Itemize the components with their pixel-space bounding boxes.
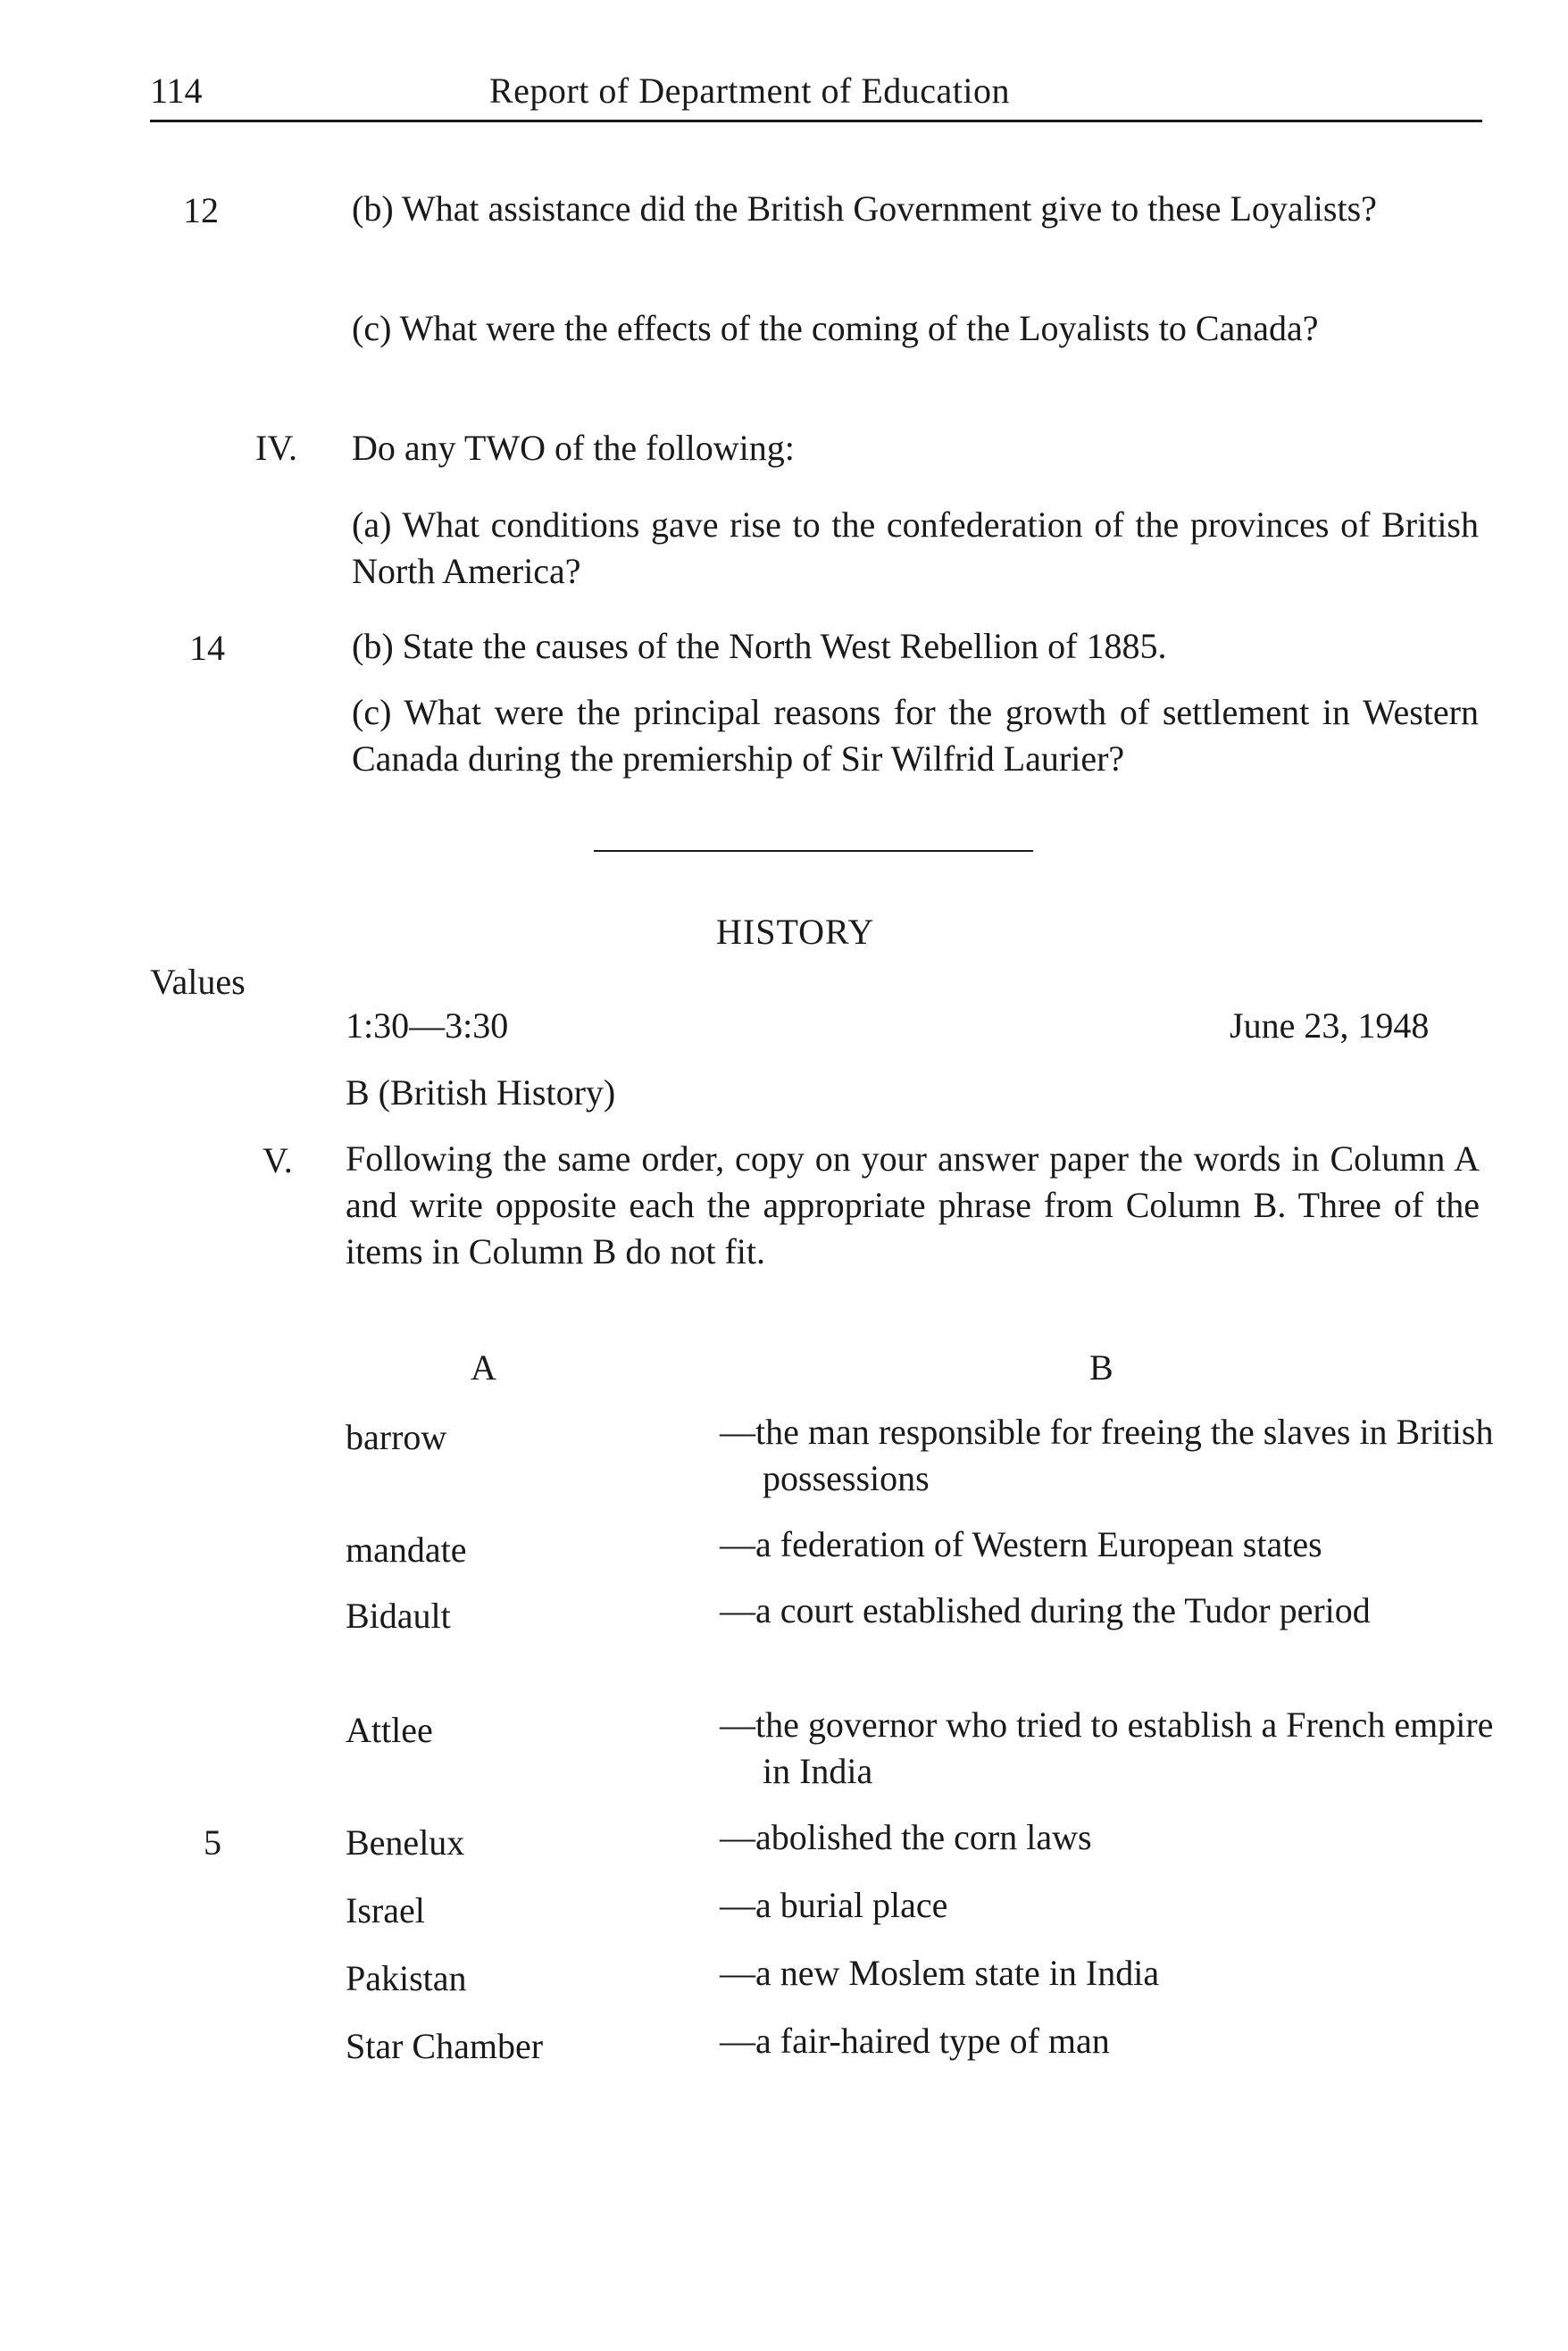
values-label: Values	[150, 962, 246, 1002]
section-divider	[594, 850, 1033, 852]
column-b-item: —a burial place	[720, 1885, 948, 1925]
exam-date: June 23, 1948	[1230, 1005, 1430, 1046]
column-a-item: Star Chamber	[346, 2026, 544, 2066]
exam-subtitle: B (British History)	[346, 1072, 616, 1113]
question-4a: (a) What conditions gave rise to the confederation of the provinces of British North America?	[352, 504, 1479, 591]
header-rule	[150, 120, 1482, 122]
column-a-item: Attlee	[346, 1710, 433, 1750]
column-a-item: mandate	[346, 1530, 467, 1570]
section-5-instruction: Following the same order, copy on your answer paper the words in Column A and write opposite each the appropriate phrase from Column B. Three of the items in Column B do not fit.	[346, 1138, 1480, 1271]
column-b-item: —a court established during the Tudor period	[720, 1590, 1371, 1630]
column-a-item: barrow	[346, 1417, 447, 1457]
column-a-item: Benelux	[346, 1822, 465, 1863]
running-header-title: Report of Department of Education	[489, 71, 1010, 111]
page-number: 114	[150, 71, 203, 111]
column-b-item: —abolished the corn laws	[720, 1817, 1092, 1857]
column-a-item: Bidault	[346, 1596, 451, 1636]
column-a-item: Israel	[346, 1890, 425, 1930]
margin-value-12: 12	[183, 190, 219, 230]
column-b-item: —the man responsible for freeing the slaves in British possessions	[720, 1412, 1494, 1498]
column-b-item: —a new Moslem state in India	[720, 1953, 1160, 1993]
column-a-item: Pakistan	[346, 1958, 467, 1998]
column-b-item: —a federation of Western European states	[720, 1524, 1322, 1564]
column-b-item: —the governor who tried to establish a French empire in India	[720, 1705, 1494, 1791]
question-4b: (b) State the causes of the North West Rebellion of 1885.	[352, 626, 1167, 666]
history-heading: HISTORY	[716, 912, 875, 952]
question-3c: (c) What were the effects of the coming of the Loyalists to Canada?	[352, 308, 1319, 348]
question-3b: (b) What assistance did the British Government give to these Loyalists?	[352, 188, 1377, 229]
section-4-instruction: Do any TWO of the following:	[352, 428, 795, 468]
column-a-header: A	[471, 1347, 496, 1388]
section-5-numeral: V.	[263, 1140, 293, 1180]
margin-value-5: 5	[204, 1822, 221, 1863]
margin-value-14: 14	[189, 628, 225, 668]
exam-time: 1:30—3:30	[346, 1005, 509, 1046]
question-4c: (c) What were the principal reasons for the growth of settlement in Western Canada during the premiership of Sir Wilfrid Laurier?	[352, 692, 1479, 779]
section-4-numeral: IV.	[255, 428, 298, 468]
column-b-item: —a fair-haired type of man	[720, 2021, 1110, 2061]
column-b-header: B	[1089, 1347, 1113, 1388]
